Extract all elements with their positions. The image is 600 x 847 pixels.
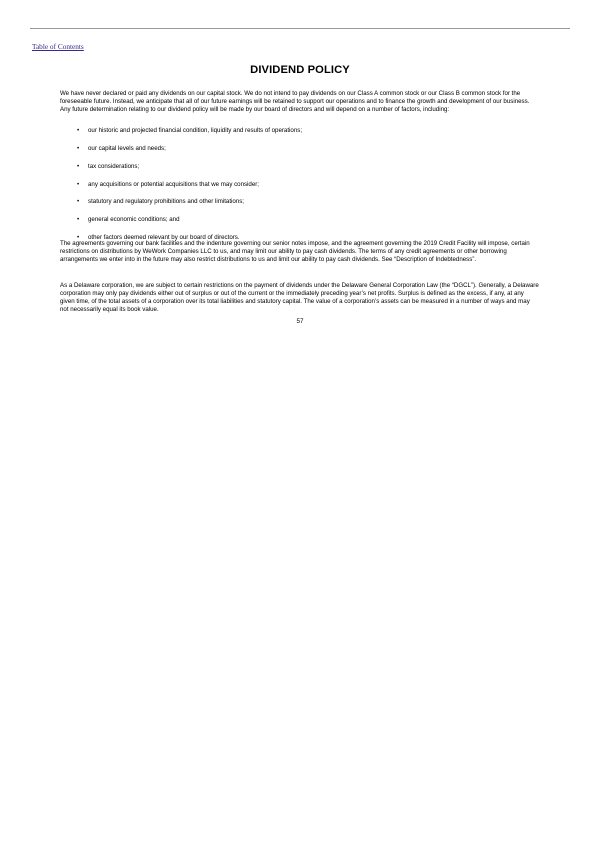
list-item: [77, 198, 537, 206]
bullet-icon: •: [77, 180, 80, 188]
list-item-text: other factors deemed relevant by our board of directors.: [88, 234, 240, 242]
list-item-text: tax considerations;: [88, 162, 140, 170]
list-item: [77, 163, 537, 171]
header-divider: [30, 28, 570, 29]
bullet-icon: •: [77, 216, 80, 224]
section-title: DIVIDEND POLICY: [250, 64, 350, 76]
list-item-text: any acquisitions or potential acquisitions that we may consider;: [88, 180, 260, 188]
list-item-text: our capital levels and needs;: [88, 144, 166, 152]
list-item: [77, 181, 537, 189]
intro-paragraph: We have never declared or paid any dividends on our capital stock. We do not intend to pay dividends on our Class A common stock or our Class B common stock for the foreseeable future. Instead, we anticipate that all of our future earnings will be retained to support our operations and to finance the growth and development of our business. Any future determination relating to our dividend policy will be made by our board of directors and will depend on a number of factors, including:: [60, 90, 530, 114]
bullet-icon: •: [77, 162, 80, 170]
agreements-paragraph: The agreements governing our bank facilities and the indenture governing our senior notes impose, and the agreement governing the 2019 Credit Facility will impose, certain restrictions on distributions by WeWork Companies LLC to us, and may limit our ability to pay cash dividends. The terms of any credit agreements or other borrowing arrangements we enter into in the future may also restrict distributions to us and limit our ability to pay cash dividends. See “Description of Indebtedness”.: [60, 240, 530, 264]
bullet-icon: •: [77, 127, 80, 134]
list-item: [77, 216, 537, 224]
bullet-icon: •: [77, 234, 80, 242]
list-item-text: our historic and projected financial condition, liquidity and results of operations;: [88, 127, 303, 134]
delaware-paragraph: As a Delaware corporation, we are subject to certain restrictions on the payment of dividends under the Delaware General Corporation Law (the “DGCL”). Generally, a Delaware corporation may only pay dividends either out of surplus or out of the current or the immediately preceding year’s net profits. Surplus is defined as the excess, if any, at any given time, of the total assets of a corporation over its total liabilities and statutory capital. The value of a corporation’s assets can be measured in a number of ways and may not necessarily equal its book value.: [60, 282, 539, 314]
bullet-icon: •: [77, 198, 80, 206]
list-item-text: general economic conditions; and: [88, 216, 180, 224]
bullet-icon: •: [77, 144, 80, 152]
page-number: 57: [296, 318, 304, 325]
list-item: [77, 127, 537, 135]
list-item-text: statutory and regulatory prohibitions and other limitations;: [88, 198, 244, 206]
factors-list: [77, 127, 537, 252]
table-of-contents-link[interactable]: Table of Contents: [32, 42, 84, 51]
list-item: [77, 145, 537, 153]
